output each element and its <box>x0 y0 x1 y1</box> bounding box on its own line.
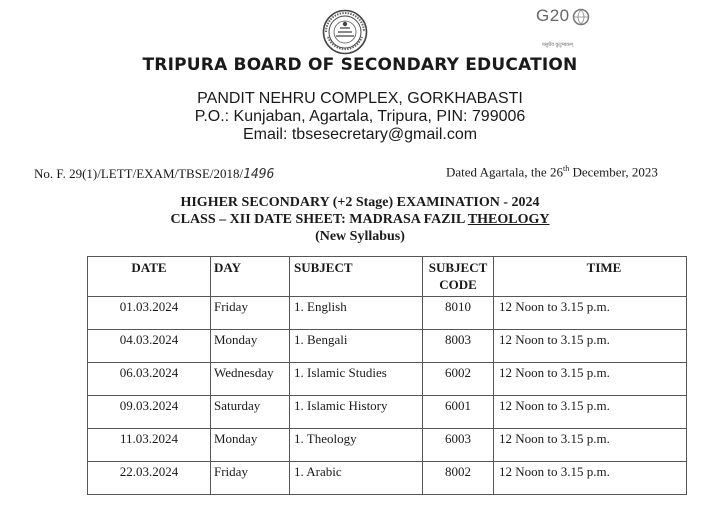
table-row <box>88 363 687 396</box>
cell-code: 6002 <box>423 363 494 396</box>
cell-time: 12 Noon to 3.15 p.m. <box>494 363 687 396</box>
cell-date: 22.03.2024 <box>88 462 211 495</box>
g20-logo <box>536 6 594 50</box>
g20-logo-text: G20 <box>536 6 570 25</box>
table-row <box>88 396 687 429</box>
cell-date: 01.03.2024 <box>88 297 211 330</box>
cell-day: Friday <box>211 297 290 330</box>
cell-code: 8003 <box>423 330 494 363</box>
table-row <box>88 429 687 462</box>
cell-subject: 1. Arabic <box>290 462 423 495</box>
cell-day: Monday <box>211 330 290 363</box>
globe-icon <box>572 8 590 26</box>
header-code-line1: SUBJECT <box>428 260 488 275</box>
cell-subject: 1. Islamic History <box>290 396 423 429</box>
email-line: Email: tbsesecretary@gmail.com <box>242 126 478 143</box>
board-seal-logo <box>322 9 368 55</box>
cell-date: 04.03.2024 <box>88 330 211 363</box>
header-code-line2: CODE <box>439 277 477 292</box>
cell-day: Saturday <box>211 396 290 429</box>
address-line-2: P.O.: Kunjaban, Agartala, Tripura, PIN: 799006 <box>194 108 526 125</box>
date-sheet-title <box>0 212 720 228</box>
cell-subject: 1. English <box>290 297 423 330</box>
table-row <box>88 297 687 330</box>
table-row <box>88 330 687 363</box>
date-line <box>446 164 658 180</box>
syllabus-note: (New Syllabus) <box>315 229 405 244</box>
header-date: DATE <box>88 257 211 297</box>
cell-time: 12 Noon to 3.15 p.m. <box>494 396 687 429</box>
cell-date: 06.03.2024 <box>88 363 211 396</box>
cell-day: Friday <box>211 462 290 495</box>
org-name: TRIPURA BOARD OF SECONDARY EDUCATION <box>142 55 578 75</box>
cell-time: 12 Noon to 3.15 p.m. <box>494 429 687 462</box>
exam-title: HIGHER SECONDARY (+2 Stage) EXAMINATION - 2024 <box>180 195 540 210</box>
dated-sup: th <box>562 164 570 173</box>
cell-date: 11.03.2024 <box>88 429 211 462</box>
g20-motto: वसुधैव कुटुम्बकम् <box>542 42 574 48</box>
reference-number <box>34 166 274 182</box>
cell-time: 12 Noon to 3.15 p.m. <box>494 330 687 363</box>
cell-code: 8002 <box>423 462 494 495</box>
header-day: DAY <box>211 257 290 297</box>
header-subject: SUBJECT <box>290 257 423 297</box>
header-subject-code <box>423 257 494 297</box>
cell-subject: 1. Theology <box>290 429 423 462</box>
date-sheet-prefix: CLASS – XII DATE SHEET: MADRASA FAZIL <box>170 212 468 227</box>
cell-subject: 1. Bengali <box>290 330 423 363</box>
date-sheet-table <box>87 256 687 495</box>
cell-time: 12 Noon to 3.15 p.m. <box>494 462 687 495</box>
cell-date: 09.03.2024 <box>88 396 211 429</box>
cell-subject: 1. Islamic Studies <box>290 363 423 396</box>
cell-code: 6001 <box>423 396 494 429</box>
cell-day: Wednesday <box>211 363 290 396</box>
cell-time: 12 Noon to 3.15 p.m. <box>494 297 687 330</box>
table-row <box>88 462 687 495</box>
reference-handwritten-number: 1496 <box>243 167 275 182</box>
dated-prefix: Dated Agartala, the 26 <box>446 164 563 180</box>
cell-code: 8010 <box>423 297 494 330</box>
cell-day: Monday <box>211 429 290 462</box>
address-line-1: PANDIT NEHRU COMPLEX, GORKHABASTI <box>197 90 523 107</box>
header-time: TIME <box>494 257 687 297</box>
reference-prefix: No. F. 29(1)/LETT/EXAM/TBSE/2018/ <box>34 166 244 181</box>
cell-code: 6003 <box>423 429 494 462</box>
table-header-row <box>88 257 687 297</box>
date-sheet-stream: THEOLOGY <box>467 212 550 227</box>
dated-suffix: December, 2023 <box>569 164 658 180</box>
